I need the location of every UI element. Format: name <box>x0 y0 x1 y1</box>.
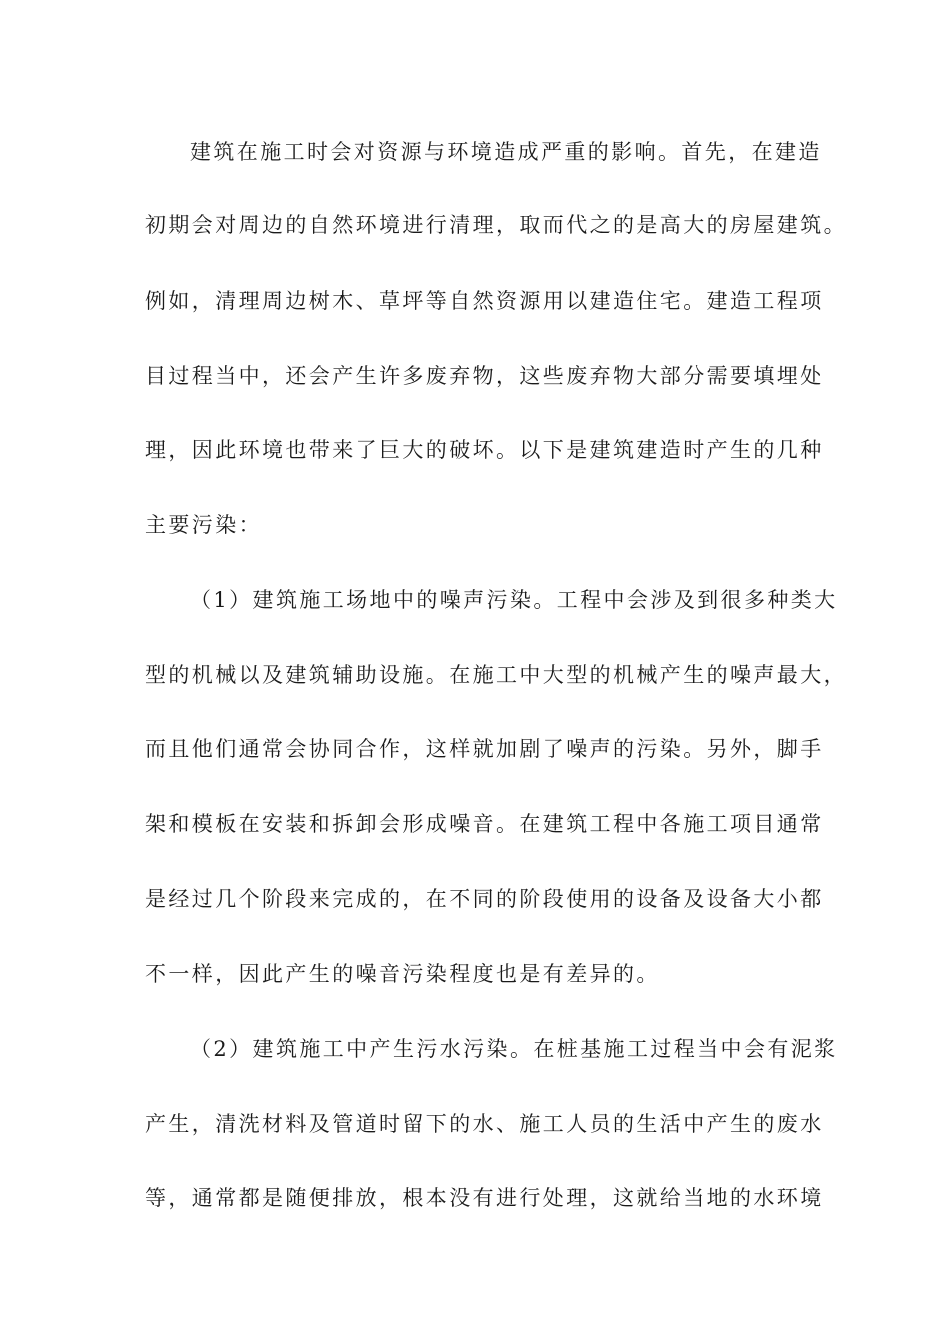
paragraph-3-line-2: 产生，清洗材料及管道时留下的水、施工人员的生活中产生的废水 <box>145 1112 824 1136</box>
paragraph-2-line-6: 不一样，因此产生的噪音污染程度也是有差异的。 <box>145 962 660 986</box>
paragraph-2-line-3: 而且他们通常会协同合作，这样就加剧了噪声的污染。另外，脚手 <box>145 737 824 761</box>
paragraph-3-line-1: （2）建筑施工中产生污水污染。在桩基施工过程当中会有泥浆 <box>190 1037 838 1061</box>
paragraph-1-line-1: 建筑在施工时会对资源与环境造成严重的影响。首先，在建造 <box>190 140 822 164</box>
paragraph-1-line-5: 理，因此环境也带来了巨大的破坏。以下是建筑建造时产生的几种 <box>145 438 824 462</box>
paragraph-2-line-1: （1）建筑施工场地中的噪声污染。工程中会涉及到很多种类大 <box>190 588 838 612</box>
paragraph-2-line-4: 架和模板在安装和拆卸会形成噪音。在建筑工程中各施工项目通常 <box>145 812 824 836</box>
paragraph-1-line-4: 目过程当中，还会产生许多废弃物，这些废弃物大部分需要填埋处 <box>145 364 824 388</box>
paragraph-1-line-2: 初期会对周边的自然环境进行清理，取而代之的是高大的房屋建筑。 <box>145 213 847 237</box>
paragraph-1-line-6: 主要污染： <box>145 513 262 537</box>
paragraph-2-line-5: 是经过几个阶段来完成的，在不同的阶段使用的设备及设备大小都 <box>145 887 824 911</box>
paragraph-3-line-3: 等，通常都是随便排放，根本没有进行处理，这就给当地的水环境 <box>145 1186 824 1210</box>
paragraph-2-line-2: 型的机械以及建筑辅助设施。在施工中大型的机械产生的噪声最大， <box>145 663 847 687</box>
paragraph-1-line-3: 例如，清理周边树木、草坪等自然资源用以建造住宅。建造工程项 <box>145 289 824 313</box>
